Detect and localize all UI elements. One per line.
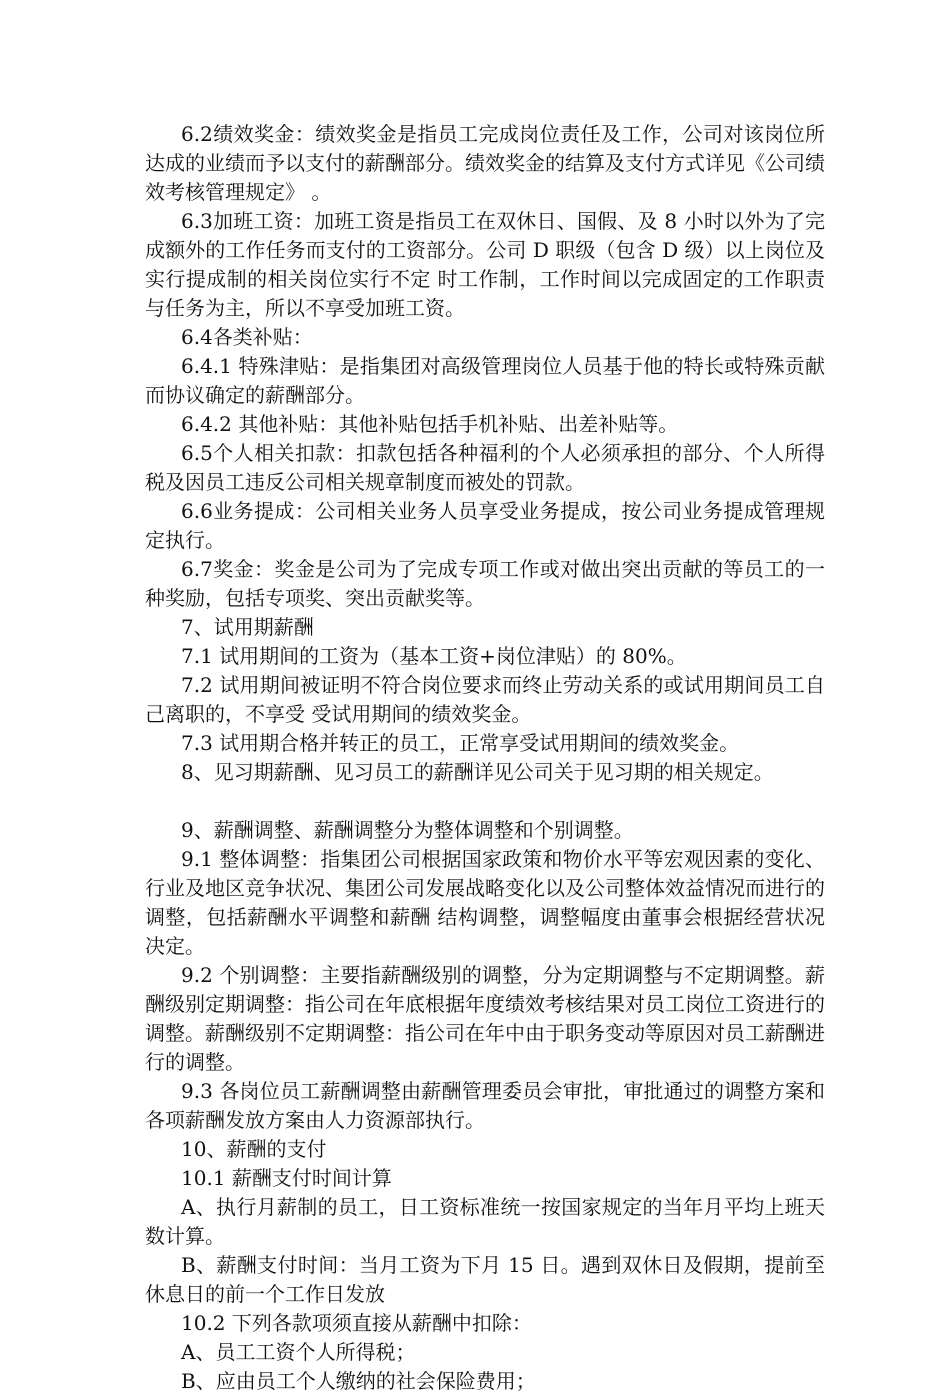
paragraph-6-5: 6.5个人相关扣款：扣款包括各种福利的个人必须承担的部分、个人所得税及因员工违反公司相关规章制度而被处的罚款。 — [145, 441, 825, 494]
paragraph-7-1: 7.1 试用期间的工资为（基本工资+岗位津贴）的 80%。 — [181, 644, 687, 668]
document-body — [145, 120, 825, 1396]
paragraph-10-2: 10.2 下列各款项须直接从薪酬中扣除： — [181, 1311, 532, 1335]
paragraph-9: 9、薪酬调整、薪酬调整分为整体调整和个别调整。 — [181, 818, 634, 842]
paragraph-6-6: 6.6业务提成：公司相关业务人员享受业务提成，按公司业务提成管理规定执行。 — [145, 499, 825, 552]
paragraph-6-4-2: 6.4.2 其他补贴：其他补贴包括手机补贴、出差补贴等。 — [181, 412, 679, 436]
paragraph-10-1-b: B、薪酬支付时间：当月工资为下月 15 日。遇到双休日及假期，提前至休息日的前一个工作日发放 — [145, 1253, 825, 1306]
heading-7: 7、试用期薪酬 — [181, 615, 314, 639]
paragraph-9-3: 9.3 各岗位员工薪酬调整由薪酬管理委员会审批，审批通过的调整方案和各项薪酬发放方案由人力资源部执行。 — [145, 1079, 825, 1132]
paragraph-10-1-a: A、执行月薪制的员工，日工资标准统一按国家规定的当年月平均上班天数计算。 — [145, 1195, 825, 1248]
paragraph-6-3: 6.3加班工资：加班工资是指员工在双休日、国假、及 8 小时以外为了完成额外的工作任务而支付的工资部分。公司 D 职级（包含 D 级）以上岗位及实行提成制的相关岗位实行不定 时工作制，工作时间以完成固定的工作职责与任务为主，所以不享受加班工资。 — [145, 209, 825, 320]
paragraph-6-4-1: 6.4.1 特殊津贴：是指集团对高级管理岗位人员基于他的特长或特殊贡献而协议确定的薪酬部分。 — [145, 354, 825, 407]
paragraph-10-2-a: A、员工工资个人所得税； — [181, 1340, 416, 1364]
paragraph-7-3: 7.3 试用期合格并转正的员工，正常享受试用期间的绩效奖金。 — [181, 731, 740, 755]
paragraph-10-2-b: B、应由员工个人缴纳的社会保险费用； — [181, 1369, 536, 1393]
heading-10: 10、薪酬的支付 — [181, 1137, 327, 1161]
paragraph-8: 8、见习期薪酬、见习员工的薪酬详见公司关于见习期的相关规定。 — [181, 760, 774, 784]
paragraph-10-1: 10.1 薪酬支付时间计算 — [181, 1166, 392, 1190]
paragraph-6-4: 6.4各类补贴： — [181, 325, 313, 349]
paragraph-7-2: 7.2 试用期间被证明不符合岗位要求而终止劳动关系的或试用期间员工自己离职的，不享受 受试用期间的绩效奖金。 — [145, 673, 825, 726]
blank-line — [145, 787, 825, 816]
paragraph-6-7: 6.7奖金：奖金是公司为了完成专项工作或对做出突出贡献的等员工的一种奖励，包括专项奖、突出贡献奖等。 — [145, 557, 825, 610]
paragraph-9-2: 9.2 个别调整：主要指薪酬级别的调整，分为定期调整与不定期调整。薪酬级别定期调整：指公司在年底根据年度绩效考核结果对员工岗位工资进行的调整。薪酬级别不定期调整：指公司在年中由于职务变动等原因对员工薪酬进行的调整。 — [145, 963, 825, 1074]
paragraph-6-2: 6.2绩效奖金：绩效奖金是指员工完成岗位责任及工作，公司对该岗位所达成的业绩而予以支付的薪酬部分。绩效奖金的结算及支付方式详见《公司绩效考核管理规定》 。 — [145, 122, 825, 204]
paragraph-9-1: 9.1 整体调整：指集团公司根据国家政策和物价水平等宏观因素的变化、行业及地区竞争状况、集团公司发展战略变化以及公司整体效益情况而进行的调整，包括薪酬水平调整和薪酬 结构调整，调整幅度由董事会根据经营状况决定。 — [145, 847, 825, 958]
